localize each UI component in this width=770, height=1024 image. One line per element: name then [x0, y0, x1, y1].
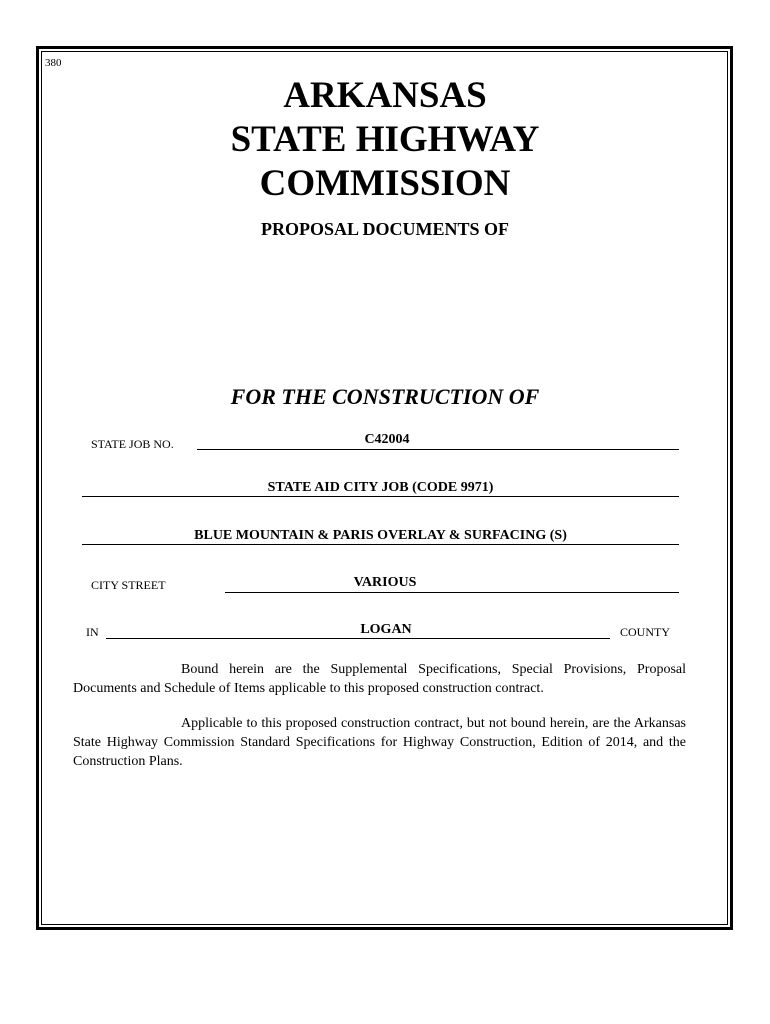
- job-type-underline: [82, 496, 679, 497]
- bound-paragraph: Bound herein are the Supplemental Specifications, Special Provisions, Proposal Documents and Schedule of Items applicable to this proposed construction contract.: [73, 662, 686, 696]
- project-name-underline: [82, 544, 679, 545]
- state-job-underline: [197, 449, 679, 450]
- title-line-3: COMMISSION: [259, 163, 511, 204]
- job-type-value: STATE AID CITY JOB (CODE 9971): [267, 480, 494, 495]
- in-label: IN: [86, 625, 99, 639]
- city-street-underline: [225, 592, 679, 593]
- county-value: LOGAN: [360, 622, 412, 637]
- project-name-value: BLUE MOUNTAIN & PARIS OVERLAY & SURFACING (S): [194, 528, 567, 543]
- page-number: 380: [45, 57, 62, 69]
- county-label: COUNTY: [620, 625, 670, 639]
- construction-heading: FOR THE CONSTRUCTION OF: [230, 384, 540, 409]
- title-line-2: STATE HIGHWAY: [230, 119, 540, 160]
- state-job-value: C42004: [364, 432, 410, 447]
- city-street-label: CITY STREET: [91, 578, 166, 592]
- city-street-value: VARIOUS: [353, 575, 417, 590]
- proposal-subtitle: PROPOSAL DOCUMENTS OF: [260, 219, 510, 239]
- state-job-label: STATE JOB NO.: [91, 437, 174, 451]
- title-line-1: ARKANSAS: [283, 75, 487, 116]
- applicable-paragraph: Applicable to this proposed construction contract, but not bound herein, are the Arkansas State Highway Commission Standard Specifications for Highway Construction, Edition of 2014, and the Construction Plans.: [73, 716, 686, 769]
- county-underline: [106, 638, 610, 639]
